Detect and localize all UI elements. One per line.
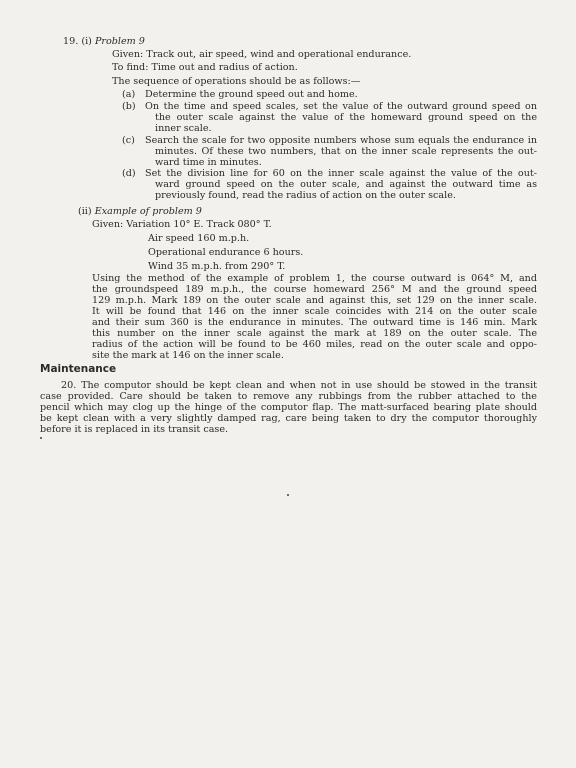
step-d-line-3: previously found, read the radius of action on the outer scale.	[155, 190, 456, 201]
example-title: Example of problem 9	[94, 206, 202, 217]
example-paragraph-line-1: Using the method of the example of problem 1, the course outward is 064° M, and	[92, 273, 537, 284]
maintenance-line-4: be kept clean with a very slightly damped rag, care being taken to dry the computor thoroughly	[40, 413, 537, 424]
maintenance-line-3: pencil which may clog up the hinge of the computor flap. The matt-surfaced bearing plate should	[40, 402, 537, 413]
step-d-line-1: Set the division line for 60 on the inner scale against the value of the out-	[145, 168, 537, 179]
step-b-label: (b)	[122, 101, 136, 112]
to-find-line: To find: Time out and radius of action.	[112, 62, 298, 73]
step-c-label: (c)	[122, 135, 135, 146]
example-paragraph-line-2: the groundspeed 189 m.p.h., the course homeward 256° M and the ground speed	[92, 284, 537, 295]
step-b-line-2: the outer scale against the value of the homeward ground speed on the	[155, 112, 537, 123]
step-d-label: (d)	[122, 168, 136, 179]
subsection-ii-heading	[78, 206, 202, 217]
maintenance-line-2: case provided. Care should be taken to remove any rubbings from the rubber attached to the	[40, 391, 537, 402]
given-line: Given: Track out, air speed, wind and operational endurance.	[112, 49, 412, 60]
step-a-line-1: Determine the ground speed out and home.	[145, 89, 358, 100]
step-c-line-2: minutes. Of these two numbers, that on the inner scale represents the out-	[155, 146, 537, 157]
example-paragraph-line-7: radius of the action will be found to be 460 miles, read on the outer scale and oppo-	[92, 339, 537, 350]
example-paragraph-line-8: site the mark at 146 on the inner scale.	[92, 350, 284, 361]
example-paragraph-line-4: It will be found that 146 on the inner scale coincides with 214 on the outer scale	[92, 306, 537, 317]
maintenance-line-5: before it is replaced in its transit case.	[40, 424, 229, 435]
section-number: 19.	[63, 36, 79, 47]
maintenance-line-1: 20. The computor should be kept clean and when not in use should be stowed in the transit	[61, 380, 537, 391]
step-b-line-3: inner scale.	[155, 123, 212, 134]
example-endurance: Operational endurance 6 hours.	[148, 247, 304, 258]
step-c-line-1: Search the scale for two opposite numbers whose sum equals the endurance in	[145, 135, 537, 146]
example-given-line: Given: Variation 10° E. Track 080° T.	[92, 219, 272, 230]
subsection-i-label: (i)	[81, 36, 92, 47]
example-paragraph-line-3: 129 m.p.h. Mark 189 on the outer scale and against this, set 129 on the inner scale.	[92, 295, 537, 306]
maintenance-heading: Maintenance	[40, 363, 117, 375]
example-air-speed: Air speed 160 m.p.h.	[148, 233, 250, 244]
example-paragraph-line-6: this number on the inner scale against the mark at 189 on the outer scale. The	[92, 328, 537, 339]
problem-title: Problem 9	[94, 36, 145, 47]
sequence-intro: The sequence of operations should be as follows:—	[112, 76, 361, 87]
step-d-line-2: ward ground speed on the outer scale, and against the outward time as	[155, 179, 537, 190]
scan-speck	[40, 437, 42, 439]
step-c-line-3: ward time in minutes.	[155, 157, 262, 168]
step-a-label: (a)	[122, 89, 136, 100]
subsection-ii-label: (ii)	[78, 206, 92, 217]
section-19-heading	[63, 36, 145, 47]
scan-speck	[287, 494, 289, 496]
example-paragraph-line-5: and their sum 360 is the endurance in minutes. The outward time is 146 min. Mark	[92, 317, 537, 328]
example-wind: Wind 35 m.p.h. from 290° T.	[148, 261, 286, 272]
step-b-line-1: On the time and speed scales, set the value of the outward ground speed on	[145, 101, 537, 112]
